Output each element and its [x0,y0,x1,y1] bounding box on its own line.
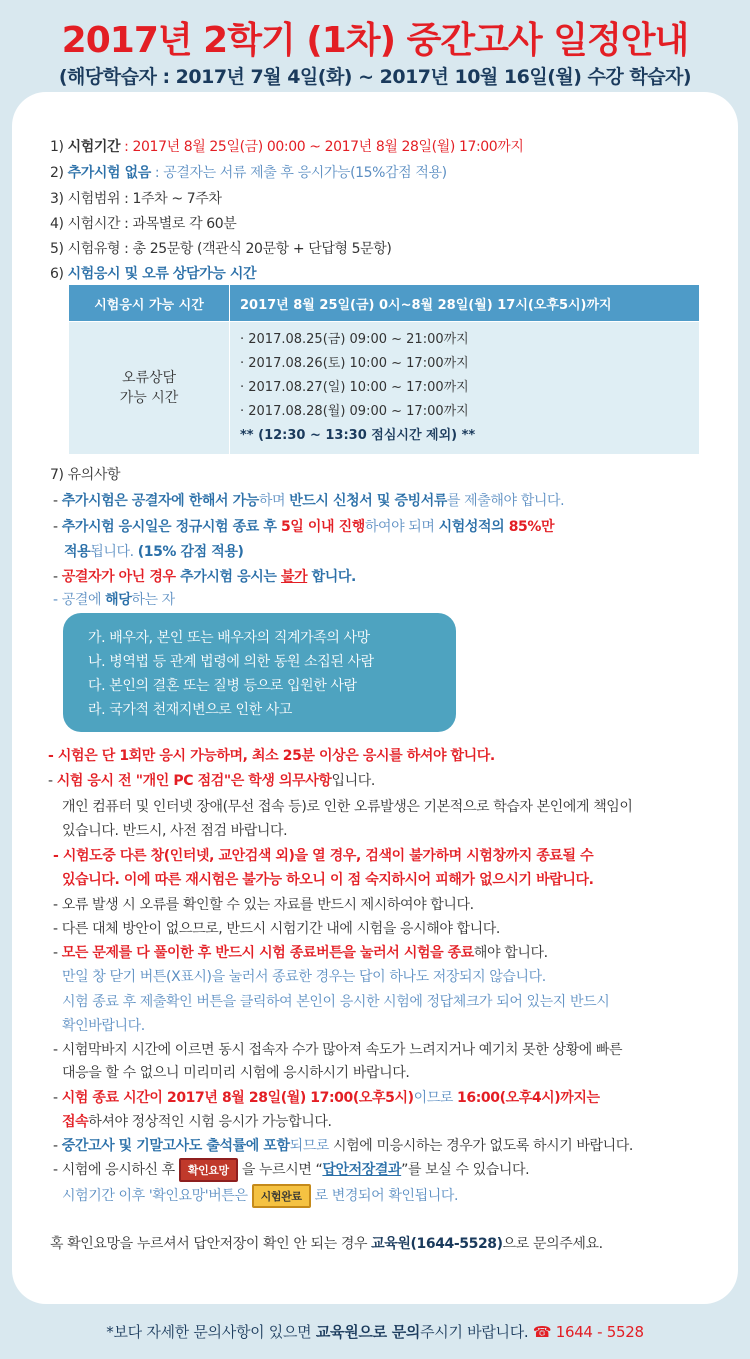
list-item: 가. 배우자, 본인 또는 배우자의 직계가족의 사망 [88,630,370,646]
item-exam-range: 3) 시험범위 : 1주차 ~ 7주차 [50,191,222,207]
footer-contact: *보다 자세한 문의사항이 있으면 교육원으로 문의주시기 바랍니다. ☎ 1644 - 5528 [106,1323,644,1341]
note-line: 시험기간 이후 '확인요망'버튼은 시험완료 로 변경되어 확인됩니다. [62,1184,458,1208]
list-item: · 2017.08.25(금) 09:00 ~ 21:00까지 [240,332,469,347]
item-exam-period: 1) 시험기간 : 2017년 8월 25일(금) 00:00 ~ 2017년 8월 28일(월) 17:00까지 [50,139,524,155]
item-value: : 2017년 8월 25일(금) 00:00 ~ 2017년 8월 28일(월) 17:00까지 [120,139,524,155]
note-line: - 시험 종료 시간이 2017년 8월 28일(월) 17:00(오후5시)이므로 16:00(오후4시)까지는 [53,1090,600,1106]
answer-result-link[interactable]: 답안저장결과 [322,1162,402,1178]
note-line: 대응을 할 수 없으니 미리미리 시험에 응시하시기 바랍니다. [62,1065,410,1081]
note-line: - 추가시험 응시일은 정규시험 종료 후 5일 이내 진행하여야 되며 시험성적의 85%만 [53,519,555,535]
notes-heading: 7) 유의사항 [50,467,121,483]
item-no-extra-exam: 2) 추가시험 없음 : 공결자는 서류 제출 후 응시가능(15%감점 적용) [50,165,447,181]
item-exam-type: 5) 시험유형 : 총 25문항 (객관식 20문항 + 단답형 5문항) [50,241,392,257]
note-line: - 공결에 해당하는 자 [53,592,175,608]
consult-label-cell: 오류상담 가능 시간 [69,322,230,455]
list-item: · 2017.08.27(일) 10:00 ~ 17:00까지 [240,380,469,395]
note-line: - 오류 발생 시 오류를 확인할 수 있는 자료를 반드시 제시하여야 합니다. [53,897,474,913]
note-line: - 시험도중 다른 창(인터넷, 교안검색 외)을 열 경우, 검색이 불가하며 시험창까지 종료될 수 [53,848,594,864]
list-item: 나. 병역법 등 관계 법령에 의한 동원 소집된 사람 [88,654,374,670]
note-line: - 중간고사 및 기말고사도 출석률에 포함되므로 시험에 미응시하는 경우가 없도록 하시기 바랍니다. [53,1138,633,1154]
excused-cases-box [63,613,456,732]
note-line: 개인 컴퓨터 및 인터넷 장애(무선 접속 등)로 인한 오류발생은 기본적으로 학습자 본인에게 책임이 [62,799,633,815]
note-line: - 모든 문제를 다 풀이한 후 반드시 시험 종료버튼을 눌러서 시험을 종료해야 합니다. [53,945,548,961]
page-title: 2017년 2학기 (1차) 중간고사 일정안내 [61,20,689,61]
exam-complete-badge: 시험완료 [252,1184,311,1208]
note-line: 있습니다. 이에 따른 재시험은 불가능 하오니 이 점 숙지하시어 피해가 없으시기 바랍니다. [62,872,594,888]
list-item: 다. 본인의 결혼 또는 질병 등으로 입원한 사람 [88,678,357,694]
item-value: : 공결자는 서류 제출 후 응시가능(15%감점 적용) [150,165,447,181]
table-header-label: 시험응시 가능 시간 [69,285,230,322]
table-row [69,322,700,455]
table-header-value: 2017년 8월 25일(금) 0시~8월 28일(월) 17시(오후5시)까지 [230,285,700,322]
note-line: 만일 창 닫기 버튼(X표시)을 눌러서 종료한 경우는 답이 하나도 저장되지 않습니다. [62,969,546,985]
confirm-required-button[interactable]: 확인요망 [179,1158,238,1182]
table-row [69,285,700,322]
list-item: · 2017.08.28(월) 09:00 ~ 17:00까지 [240,404,469,419]
phone-icon: ☎ [532,1323,552,1341]
list-item: · 2017.08.26(토) 10:00 ~ 17:00까지 [240,356,469,371]
list-item: 라. 국가적 천재지변으로 인한 사고 [88,702,292,718]
item-key: 추가시험 없음 [67,165,151,181]
note-line: 접속하셔야 정상적인 시험 응시가 가능합니다. [62,1114,332,1130]
consult-times-cell [230,322,700,455]
item-consult-time: 6) 시험응시 및 오류 상담가능 시간 [50,266,257,282]
item-exam-time: 4) 시험시간 : 과목별로 각 60분 [50,216,237,232]
note-line: - 시험에 응시하신 후 확인요망 을 누르시면 “답안저장결과”를 보실 수 있습니다. [53,1158,529,1182]
note-line: 시험 종료 후 제출확인 버튼을 클릭하여 본인이 응시한 시험에 정답체크가 되어 있는지 반드시 [62,994,610,1010]
note-line: - 공결자가 아닌 경우 추가시험 응시는 불가 합니다. [53,569,356,585]
note-line: - 시험막바지 시간에 이르면 동시 접속자 수가 많아져 속도가 느려지거나 예기치 못한 상황에 빠른 [53,1042,623,1058]
note-line: - 다른 대체 방안이 없으므로, 반드시 시험기간 내에 시험을 응시해야 합니다. [53,921,500,937]
page-subtitle: (해당학습자 : 2017년 7월 4일(화) ~ 2017년 10월 16일(월) 수강 학습자) [58,66,692,88]
note-line: 있습니다. 반드시, 사전 점검 바랍니다. [62,823,288,839]
item-key: 시험기간 [67,139,121,155]
note-line: - 추가시험은 공결자에 한해서 가능하며 반드시 신청서 및 증빙서류를 제출해야 합니다. [53,493,565,509]
lunch-note: ** (12:30 ~ 13:30 점심시간 제외) ** [240,428,476,443]
note-line: 확인바랍니다. [62,1018,145,1034]
note-line: - 시험 응시 전 "개인 PC 점검"은 학생 의무사항입니다. [48,773,375,789]
schedule-table [68,284,700,455]
note-line: 혹 확인요망을 누르셔서 답안저장이 확인 안 되는 경우 교육원(1644-5528)으로 문의주세요. [50,1236,603,1252]
note-line: - 시험은 단 1회만 응시 가능하며, 최소 25분 이상은 응시를 하셔야 합니다. [48,748,495,764]
note-line: 적용됩니다. (15% 감점 적용) [64,544,244,560]
item-key: 시험응시 및 오류 상담가능 시간 [67,266,257,282]
phone-number: 1644 - 5528 [551,1323,644,1341]
